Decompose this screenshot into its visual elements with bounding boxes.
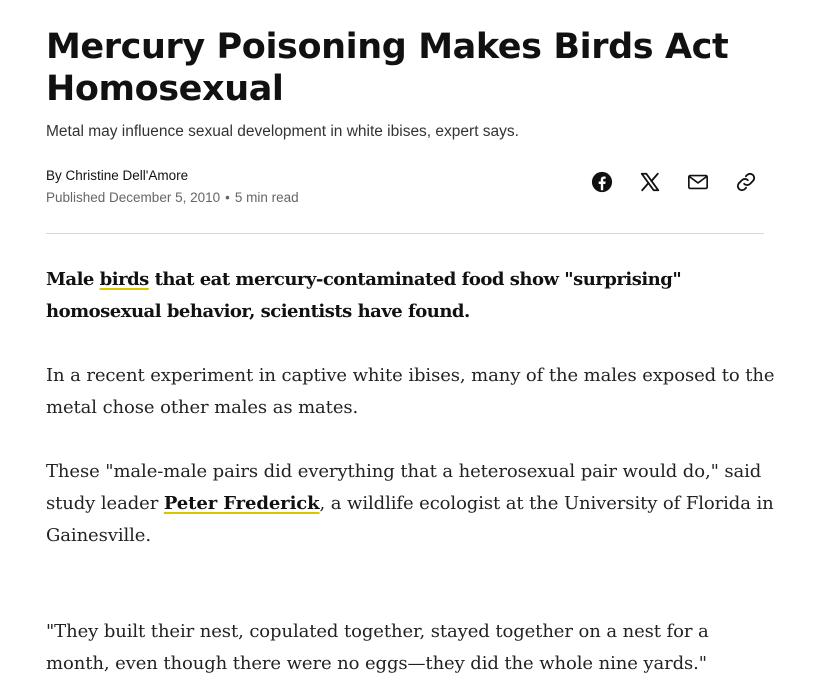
paragraph-3	[46, 456, 776, 552]
lead-text-start: Male	[46, 269, 100, 290]
lead-text-end: that eat mercury-contaminated food show "surprising" homosexual behavior, scientists have found.	[46, 269, 682, 322]
share-x-button[interactable]	[638, 170, 662, 194]
article-header	[46, 26, 766, 228]
x-icon	[639, 171, 661, 193]
copy-link-button[interactable]	[734, 170, 758, 194]
paragraph-4: "They built their nest, copulated together, stayed together on a nest for a month, even though there were no eggs—they did the whole nine yards."	[46, 621, 709, 674]
article-body	[46, 264, 776, 680]
lead-paragraph	[46, 264, 776, 328]
share-email-button[interactable]	[686, 170, 710, 194]
p3-text-end: , a wildlife ecologist at the University of Florida in Gainesville.	[46, 493, 774, 546]
peter-frederick-link[interactable]: Peter Frederick	[163, 493, 320, 514]
publish-date: Published December 5, 2010	[46, 190, 221, 205]
p3-text-start: These "male-male pairs did everything that a heterosexual pair would do," said study leader	[46, 461, 762, 514]
byline[interactable]: By Christine Dell'Amore	[46, 168, 189, 183]
share-facebook-button[interactable]	[590, 170, 614, 194]
read-time: 5 min read	[234, 190, 299, 205]
share-bar	[590, 170, 758, 194]
link-icon	[735, 171, 757, 193]
headline: Mercury Poisoning Makes Birds Act Homosexual	[46, 27, 729, 109]
facebook-icon	[591, 171, 613, 193]
meta-row	[46, 168, 766, 228]
paragraph-2: In a recent experiment in captive white ibises, many of the males exposed to the metal chose other males as mates.	[46, 365, 775, 418]
dek: Metal may influence sexual development in white ibises, expert says.	[46, 123, 519, 140]
email-icon	[687, 171, 709, 193]
birds-link[interactable]: birds	[99, 269, 149, 290]
separator-dot: •	[225, 190, 230, 205]
divider	[46, 233, 764, 234]
